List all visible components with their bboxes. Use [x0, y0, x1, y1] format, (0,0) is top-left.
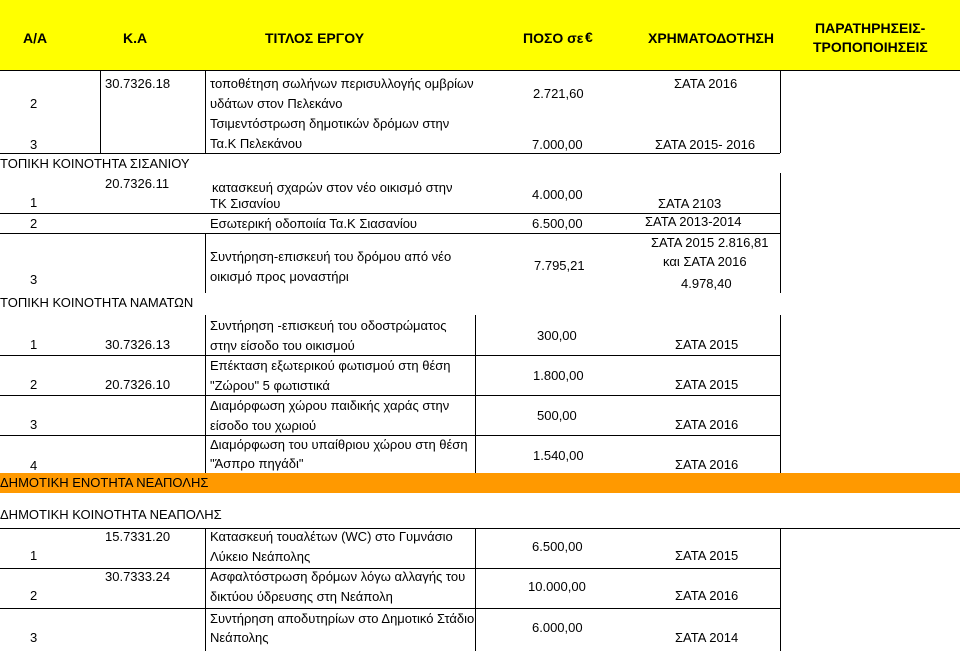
row-title-line2: Λύκειο Νεάπολης: [210, 549, 311, 564]
row-aa: 2: [30, 588, 38, 603]
row-title-line2: Τα.Κ Πελεκάνου: [210, 136, 303, 151]
row-funding: ΣΑΤΑ 2015: [675, 548, 739, 563]
row-aa: 2: [30, 216, 38, 231]
grid-line: [780, 173, 781, 293]
row-title-line1: Συντήρηση -επισκευή του οδοστρώματος: [210, 318, 447, 333]
row-amount: 1.540,00: [533, 448, 584, 463]
row-funding: ΣΑΤΑ 2015: [675, 377, 739, 392]
row-title-line1: Τσιμεντόστρωση δημοτικών δρόμων στην: [210, 116, 450, 131]
table-header: [0, 0, 960, 70]
grid-line: [0, 435, 780, 436]
row-title-line1: Διαμόρφωση χώρου παιδικής χαράς στην: [210, 398, 450, 413]
row-funding: ΣΑΤΑ 2014: [675, 630, 739, 645]
row-funding-line3: 4.978,40: [681, 276, 732, 291]
grid-line: [475, 315, 476, 355]
row-title-line1: κατασκευή σχαρών στον νέο οικισμό στην: [212, 180, 453, 195]
row-aa: 3: [30, 272, 38, 287]
header-title: ΤΙΤΛΟΣ ΕΡΓΟΥ: [265, 30, 365, 46]
row-ka: 20.7326.10: [105, 377, 171, 392]
row-aa: 1: [30, 195, 38, 210]
header-remarks-1: ΠΑΡΑΤΗΡΗΣΕΙΣ-: [815, 20, 926, 36]
grid-line: [0, 70, 960, 71]
grid-line: [475, 528, 476, 651]
row-funding: ΣΑΤΑ 2016: [675, 457, 739, 472]
grid-line: [475, 355, 476, 473]
row-aa: 1: [30, 548, 38, 563]
grid-line: [205, 70, 206, 153]
row-title-line2: Νεάπολης: [210, 630, 269, 645]
row-funding: ΣΑΤΑ 2016: [675, 417, 739, 432]
grid-line: [0, 233, 780, 234]
row-amount: 6.000,00: [532, 620, 583, 635]
row-aa: 3: [30, 417, 38, 432]
section-title-namaton: ΤΟΠΙΚΗ ΚΟΙΝΟΤΗΤΑ ΝΑΜΑΤΩΝ: [0, 295, 194, 310]
row-title-line1: Διαμόρφωση του υπαίθριου χώρου στη θέση: [210, 437, 468, 452]
row-ka: 20.7326.11: [105, 176, 170, 191]
row-amount: 6.500,00: [532, 216, 583, 231]
row-amount: 10.000,00: [528, 579, 586, 594]
row-title-line1: Συντήρηση-επισκευή του δρόμου από νέο: [210, 249, 452, 264]
section-title-dimotiki-enotita: ΔΗΜΟΤΙΚΗ ΕΝΟΤΗΤΑ ΝΕΑΠΟΛΗΣ: [0, 475, 209, 490]
row-amount: 500,00: [537, 408, 577, 423]
row-title-line2: "Άσπρο πηγάδι": [210, 456, 304, 471]
grid-line: [205, 528, 206, 651]
row-title-line2: οικισμό προς μοναστήρι: [210, 269, 349, 284]
grid-line: [780, 315, 781, 475]
row-ka: 15.7331.20: [105, 529, 171, 544]
row-aa: 1: [30, 337, 38, 352]
row-funding: ΣΑΤΑ 2015- 2016: [655, 137, 756, 152]
grid-line: [0, 608, 780, 609]
grid-line: [100, 70, 101, 153]
section-title-dimotiki-koinotita: ΔΗΜΟΤΙΚΗ ΚΟΙΝΟΤΗΤΑ ΝΕΑΠΟΛΗΣ: [0, 507, 222, 522]
row-aa: 4: [30, 458, 38, 473]
row-title-line2: ΤΚ Σισανίου: [210, 196, 281, 211]
grid-line: [0, 355, 780, 356]
row-title-line1: τοποθέτηση σωλήνων περισυλλογής ομβρίων: [210, 76, 474, 91]
row-ka: 30.7333.24: [105, 569, 171, 584]
row-title-line2: δικτύου ύδρευσης στη Νεάπολη: [210, 589, 393, 604]
header-aa: Α/Α: [23, 30, 48, 46]
row-title-line1: Ασφαλτόστρωση δρόμων λόγω αλλαγής του: [210, 569, 466, 584]
row-amount: 7.000,00: [532, 137, 583, 152]
row-amount: 7.795,21: [534, 258, 585, 273]
row-aa: 2: [30, 377, 38, 392]
row-funding-line2: και ΣΑΤΑ 2016: [663, 254, 747, 269]
header-euro: €: [585, 29, 593, 45]
row-title-line1: Εσωτερική οδοποιία Τα.Κ Σιασανίου: [210, 216, 418, 231]
header-ka: Κ.Α: [123, 30, 148, 46]
row-amount: 4.000,00: [532, 187, 583, 202]
grid-line: [205, 233, 206, 293]
row-amount: 2.721,60: [533, 86, 584, 101]
row-funding: ΣΑΤΑ 2013-2014: [645, 214, 742, 229]
row-title-line2: υδάτων στον Πελεκάνο: [210, 96, 343, 111]
row-funding: ΣΑΤΑ 2103: [658, 196, 722, 211]
row-funding: ΣΑΤΑ 2015 2.816,81: [651, 235, 769, 250]
row-amount: 300,00: [537, 328, 577, 343]
grid-line: [0, 153, 780, 154]
row-aa: 3: [30, 630, 38, 645]
row-title-line1: Κατασκευή τουαλέτων (WC) στο Γυμνάσιο: [210, 529, 453, 544]
row-funding: ΣΑΤΑ 2015: [675, 337, 739, 352]
row-title-line2: είσοδο του χωριού: [210, 418, 317, 433]
row-title-line2: "Ζώρου" 5 φωτιστικά: [210, 378, 330, 393]
row-title-line1: Συντήρηση αποδυτηρίων στο Δημοτικό Στάδιο: [210, 611, 475, 626]
row-ka: 30.7326.13: [105, 337, 171, 352]
row-aa: 3: [30, 137, 38, 152]
section-title-sisaniou: ΤΟΠΙΚΗ ΚΟΙΝΟΤΗΤΑ ΣΙΣΑΝΙΟΥ: [0, 156, 190, 171]
row-funding: ΣΑΤΑ 2016: [675, 588, 739, 603]
row-ka: 30.7326.18: [105, 76, 171, 91]
row-title-line1: Επέκταση εξωτερικού φωτισμού στη θέση: [210, 358, 451, 373]
header-amount: ΠΟΣΟ σε: [523, 30, 584, 46]
grid-line: [780, 70, 781, 153]
section-band-dimotiki-enotita: [0, 473, 960, 493]
grid-line: [0, 395, 780, 396]
row-amount: 6.500,00: [532, 539, 583, 554]
row-title-line2: στην είσοδο του οικισμού: [210, 338, 355, 353]
row-aa: 2: [30, 96, 38, 111]
header-funding: ΧΡΗΜΑΤΟΔΟΤΗΣΗ: [648, 30, 774, 46]
grid-line: [780, 528, 781, 651]
row-amount: 1.800,00: [533, 368, 584, 383]
row-funding: ΣΑΤΑ 2016: [674, 76, 738, 91]
header-remarks-2: ΤΡΟΠΟΠΟΙΗΣΕΙΣ: [813, 39, 928, 55]
